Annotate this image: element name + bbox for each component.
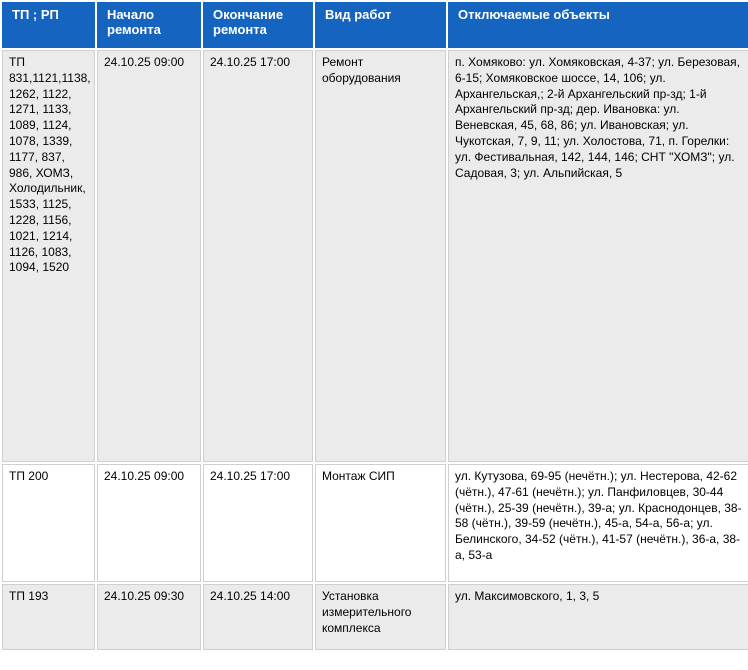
column-header-start: Начало ремонта bbox=[97, 2, 201, 48]
cell-start: 24.10.25 09:00 bbox=[97, 464, 201, 582]
column-header-objects: Отключаемые объекты bbox=[448, 2, 748, 48]
cell-start: 24.10.25 09:30 bbox=[97, 584, 201, 650]
cell-end: 24.10.25 17:00 bbox=[203, 50, 313, 462]
cell-start: 24.10.25 09:00 bbox=[97, 50, 201, 462]
table-row bbox=[2, 50, 748, 462]
cell-end: 24.10.25 17:00 bbox=[203, 464, 313, 582]
column-header-end: Окончание ремонта bbox=[203, 2, 313, 48]
column-header-work-type: Вид работ bbox=[315, 2, 446, 48]
cell-tp: ТП 193 bbox=[2, 584, 95, 650]
cell-work-type: Установка измерительного комплекса bbox=[315, 584, 446, 650]
table-header-row bbox=[2, 2, 748, 48]
table-row bbox=[2, 584, 748, 650]
column-header-tp: ТП ; РП bbox=[2, 2, 95, 48]
cell-objects: ул. Максимовского, 1, 3, 5 bbox=[448, 584, 748, 650]
cell-objects: п. Хомяково: ул. Хомяковская, 4-37; ул. Березовая, 6-15; Хомяковское шоссе, 14, 106; ул. Архангельская,; 2-й Архангельский пр-зд; 1-й Архангельский пр-зд; дер. Ивановка: ул. Веневская, 45, 68, 86; ул. Ивановская; ул. Чукотская, 7, 9, 11; ул. Холостова, 71, п. Горелки: ул. Фестивальная, 142, 144, 146; СНТ "ХОМЗ"; ул. Садовая, 3; ул. Альпийская, 5 bbox=[448, 50, 748, 462]
cell-end: 24.10.25 14:00 bbox=[203, 584, 313, 650]
cell-objects: ул. Кутузова, 69-95 (нечётн.); ул. Нестерова, 42-62 (чётн.), 47-61 (нечётн.); ул. Панфиловцев, 30-44 (чётн.), 25-39 (нечётн.), 39-а; ул. Краснодонцев, 38-58 (чётн.), 39-59 (нечётн.), 45-а, 54-а, 56-а; ул. Белинского, 34-52 (чётн.), 41-57 (нечётн.), 36-а, 38-а, 53-а bbox=[448, 464, 748, 582]
cell-work-type: Монтаж СИП bbox=[315, 464, 446, 582]
table-row bbox=[2, 464, 748, 582]
cell-tp: ТП 200 bbox=[2, 464, 95, 582]
cell-tp: ТП 831,1121,1138, 1262, 1122, 1271, 1133, 1089, 1124, 1078, 1339, 1177, 837, 986, ХОМЗ, Холодильник, 1533, 1125, 1228, 1156, 1021, 1214, 1126, 1083, 1094, 1520 bbox=[2, 50, 95, 462]
cell-work-type: Ремонт оборудования bbox=[315, 50, 446, 462]
